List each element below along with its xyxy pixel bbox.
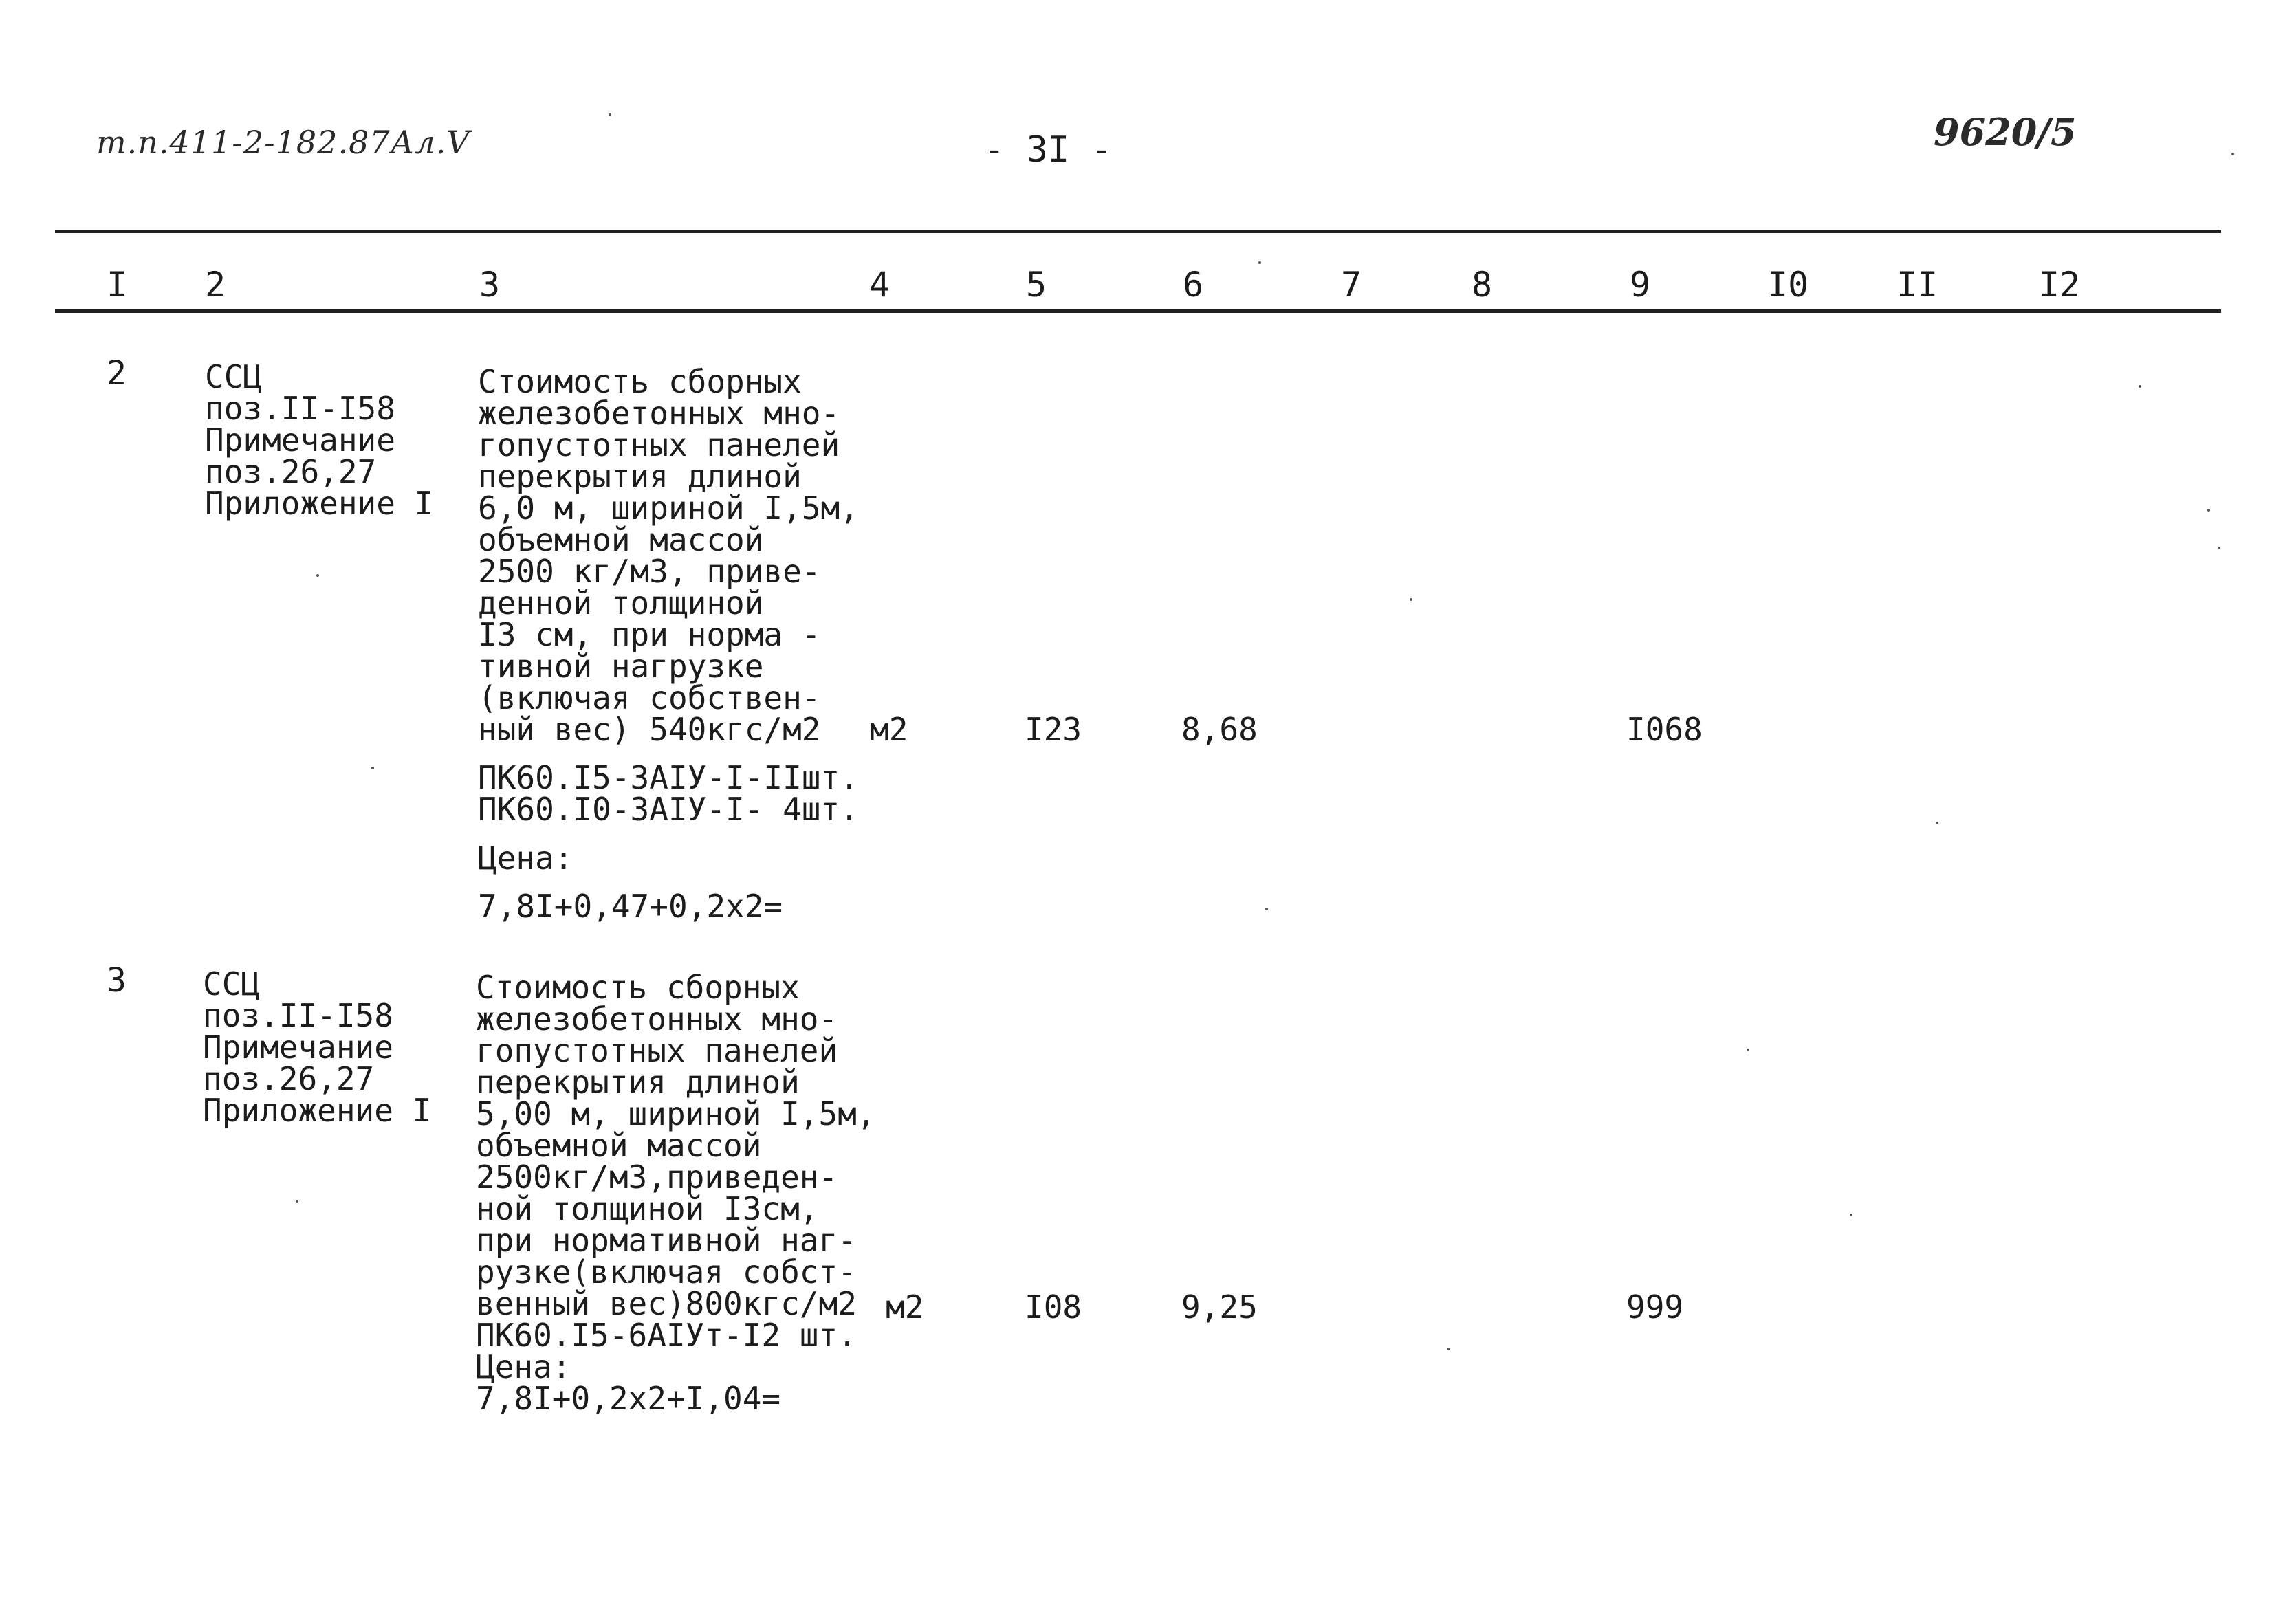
row-number: 3 bbox=[107, 961, 127, 1000]
column-header: I bbox=[107, 265, 128, 305]
row-items: ПК60.I5-6АIУт-I2 шт. bbox=[476, 1317, 857, 1354]
scan-speck bbox=[2218, 547, 2220, 549]
row-price-formula: 7,8I+0,2x2+I,04= bbox=[476, 1380, 781, 1417]
scan-speck bbox=[316, 574, 319, 577]
scan-speck bbox=[1265, 908, 1268, 910]
document-code: т.п.411-2-182.87Ал.V bbox=[96, 124, 470, 161]
row-unit-price: 9,25 bbox=[1181, 1288, 1258, 1326]
row-price-label: Цена: bbox=[478, 840, 573, 877]
scan-speck bbox=[2139, 385, 2141, 388]
column-header: 9 bbox=[1630, 265, 1651, 305]
scan-speck bbox=[371, 767, 374, 769]
row-quantity: I23 bbox=[1025, 711, 1082, 748]
table-header-rule bbox=[55, 309, 2221, 313]
scan-speck bbox=[1447, 1348, 1450, 1350]
row-unit-price: 8,68 bbox=[1181, 711, 1258, 748]
row-price-formula: 7,8I+0,47+0,2x2= bbox=[478, 888, 783, 925]
scan-speck bbox=[1936, 822, 1938, 824]
scan-speck bbox=[1747, 1049, 1749, 1051]
column-header: 4 bbox=[869, 265, 890, 305]
column-header: 2 bbox=[205, 265, 226, 305]
row-unit: м2 bbox=[886, 1288, 924, 1326]
column-header: II bbox=[1896, 265, 1938, 305]
page-number: - 3I - bbox=[983, 129, 1113, 171]
scan-speck bbox=[1850, 1214, 1852, 1216]
column-header: 8 bbox=[1472, 265, 1493, 305]
row-source: ССЦ поз.II-I58 Примечание поз.26,27 Приложение I bbox=[205, 358, 434, 522]
row-total: 999 bbox=[1626, 1288, 1684, 1326]
row-source: ССЦ поз.II-I58 Примечание поз.26,27 Приложение I bbox=[203, 965, 432, 1129]
column-header: I0 bbox=[1767, 265, 1809, 305]
row-unit: м2 bbox=[870, 711, 908, 748]
row-items: ПК60.I5-3АIУ-I-IIшт. ПК60.I0-3АIУ-I- 4шт. bbox=[478, 759, 859, 828]
row-description: Стоимость сборных железобетонных мно- гопустотных панелей перекрытия длиной 6,0 м, шириной I,5м, объемной массой 2500 кг/м3, приве- денной толщиной I3 см, при норма - тивной нагрузке (включая собствен- ный вес) 540кгс/м2 bbox=[478, 363, 859, 748]
scan-speck bbox=[1410, 598, 1412, 601]
column-header: I2 bbox=[2039, 265, 2081, 305]
row-description: Стоимость сборных железобетонных мно- гопустотных панелей перекрытия длиной 5,00 м, шириной I,5м, объемной массой 2500кг/м3,приведен- ной толщиной I3см, при нормативной наг- рузке(включая собст- венный вес)800кгс/м2 bbox=[476, 969, 876, 1322]
table-top-rule bbox=[55, 230, 2221, 233]
sheet-number: 9620/5 bbox=[1934, 110, 2077, 154]
column-header: 6 bbox=[1183, 265, 1204, 305]
row-price-label: Цена: bbox=[476, 1348, 571, 1385]
column-header: 7 bbox=[1341, 265, 1362, 305]
scan-speck bbox=[296, 1200, 298, 1203]
row-number: 2 bbox=[107, 354, 127, 393]
row-quantity: I08 bbox=[1025, 1288, 1082, 1326]
scan-speck bbox=[2207, 509, 2210, 512]
scan-speck bbox=[2231, 153, 2234, 155]
scan-speck bbox=[1258, 261, 1261, 264]
row-total: I068 bbox=[1626, 711, 1703, 748]
column-header: 3 bbox=[479, 265, 501, 305]
column-header: 5 bbox=[1026, 265, 1047, 305]
scan-speck bbox=[609, 113, 611, 116]
